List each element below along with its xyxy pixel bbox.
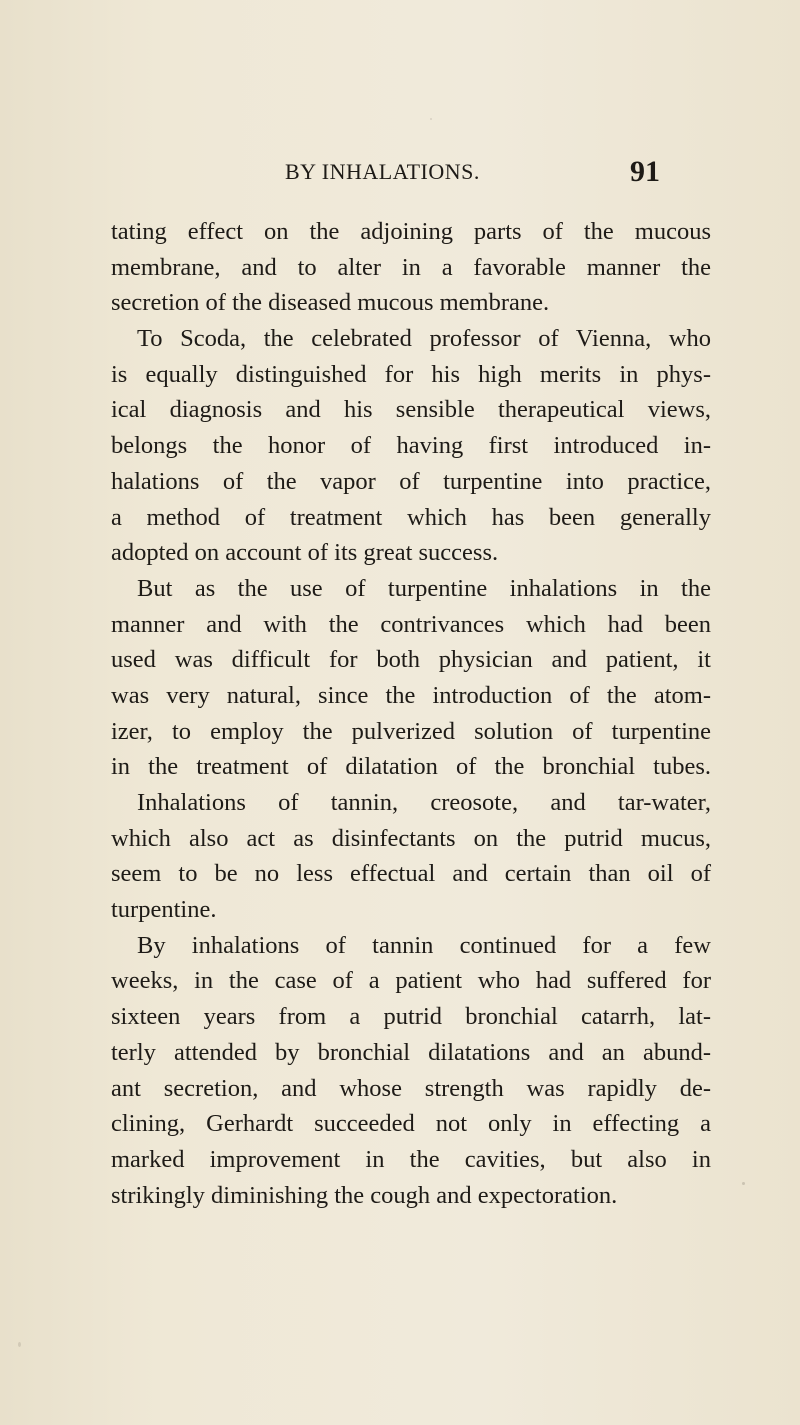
page-number: 91 (630, 155, 660, 188)
text-line: marked improvement in the cavities, but also in (111, 1145, 711, 1173)
text-line: sixteen years from a putrid bronchial catarrh, lat- (111, 1003, 711, 1031)
text-line: used was difficult for both physician and patient, it (111, 646, 711, 674)
text-line: was very natural, since the introduction of the atom- (111, 681, 711, 709)
text-line: weeks, in the case of a patient who had suffered for (111, 967, 711, 995)
text-line: manner and with the contrivances which had been (111, 610, 711, 638)
running-head: BY INHALATIONS. (285, 159, 480, 184)
text-line: seem to be no less effectual and certain than oil of (111, 860, 711, 888)
text-line: membrane, and to alter in a favorable manner the (111, 253, 711, 281)
text-line: belongs the honor of having first introduced in- (111, 432, 711, 460)
text-line: a method of treatment which has been generally (111, 503, 711, 531)
page-header (0, 155, 800, 195)
text-line: terly attended by bronchial dilatations and an abund- (111, 1038, 711, 1066)
text-line: To Scoda, the celebrated professor of Vienna, who (137, 325, 711, 353)
text-line: Inhalations of tannin, creosote, and tar-water, (137, 789, 711, 816)
text-line: in the treatment of dilatation of the bronchial tubes. (111, 753, 711, 781)
text-line: But as the use of turpentine inhalations in the (137, 574, 711, 602)
text-line: which also act as disinfectants on the putrid mucus, (111, 824, 711, 852)
text-line: strikingly diminishing the cough and expectoration. (111, 1181, 618, 1209)
text-line: halations of the vapor of turpentine into practice, (111, 467, 711, 495)
paper-speck (742, 1182, 745, 1185)
text-line: By inhalations of tannin continued for a few (137, 931, 711, 959)
paper-speck (18, 1342, 21, 1347)
text-line: ical diagnosis and his sensible therapeutical views, (111, 396, 711, 424)
text-line: tating effect on the adjoining parts of the mucous (111, 218, 711, 245)
text-line: adopted on account of its great success. (111, 539, 499, 567)
body-text (111, 214, 711, 1213)
text-line: secretion of the diseased mucous membrane. (111, 289, 550, 317)
text-line: ant secretion, and whose strength was rapidly de- (111, 1074, 711, 1102)
text-line: izer, to employ the pulverized solution of turpentine (111, 717, 711, 745)
paper-speck (430, 118, 432, 120)
text-line: clining, Gerhardt succeeded not only in effecting a (111, 1110, 711, 1138)
text-line: is equally distinguished for his high merits in phys- (111, 360, 711, 388)
text-line: turpentine. (111, 896, 217, 924)
